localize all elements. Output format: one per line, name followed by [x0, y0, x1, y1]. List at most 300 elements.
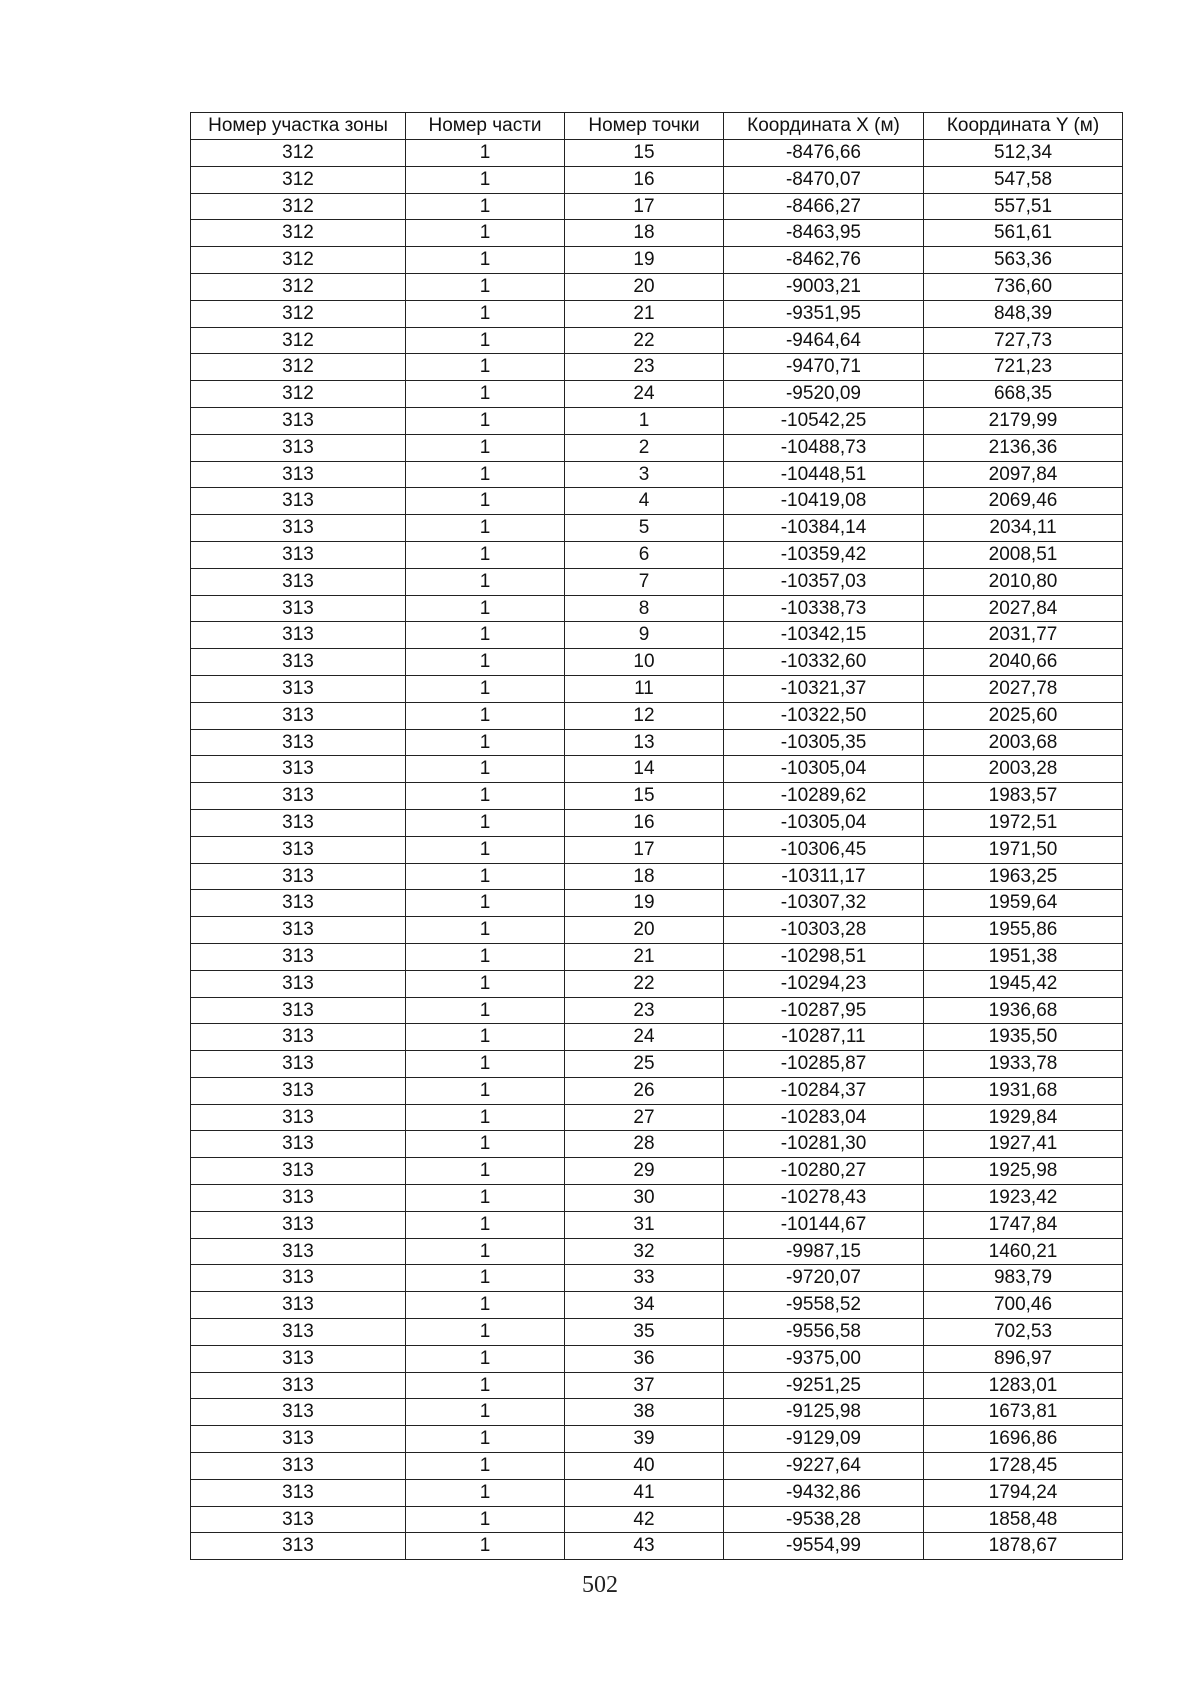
cell-point-number: 9 [565, 622, 724, 649]
cell-point-number: 18 [565, 220, 724, 247]
cell-coordinate-y: 700,46 [924, 1292, 1123, 1319]
cell-coordinate-x: -8462,76 [724, 247, 924, 274]
cell-coordinate-y: 702,53 [924, 1319, 1123, 1346]
header-part-number: Номер части [406, 113, 565, 140]
cell-part-number: 1 [406, 1238, 565, 1265]
cell-part-number: 1 [406, 756, 565, 783]
table-row [191, 863, 1123, 890]
cell-part-number: 1 [406, 1211, 565, 1238]
cell-coordinate-x: -9538,28 [724, 1506, 924, 1533]
cell-coordinate-x: -10280,27 [724, 1158, 924, 1185]
cell-coordinate-x: -9432,86 [724, 1479, 924, 1506]
header-row [191, 113, 1123, 140]
cell-zone-section-number: 313 [191, 836, 406, 863]
cell-zone-section-number: 313 [191, 702, 406, 729]
cell-zone-section-number: 313 [191, 515, 406, 542]
table-row [191, 354, 1123, 381]
cell-part-number: 1 [406, 247, 565, 274]
cell-point-number: 24 [565, 381, 724, 408]
cell-part-number: 1 [406, 1185, 565, 1212]
cell-coordinate-y: 557,51 [924, 193, 1123, 220]
cell-coordinate-x: -10332,60 [724, 649, 924, 676]
cell-coordinate-y: 2179,99 [924, 407, 1123, 434]
table-row [191, 1533, 1123, 1560]
cell-coordinate-y: 1955,86 [924, 917, 1123, 944]
cell-coordinate-x: -9470,71 [724, 354, 924, 381]
cell-coordinate-y: 2136,36 [924, 434, 1123, 461]
cell-coordinate-x: -10342,15 [724, 622, 924, 649]
table-body [191, 140, 1123, 1560]
cell-zone-section-number: 313 [191, 1453, 406, 1480]
cell-point-number: 4 [565, 488, 724, 515]
cell-zone-section-number: 313 [191, 1506, 406, 1533]
cell-coordinate-x: -10284,37 [724, 1077, 924, 1104]
cell-point-number: 37 [565, 1372, 724, 1399]
cell-part-number: 1 [406, 354, 565, 381]
cell-coordinate-y: 1728,45 [924, 1453, 1123, 1480]
cell-zone-section-number: 313 [191, 970, 406, 997]
cell-point-number: 39 [565, 1426, 724, 1453]
cell-zone-section-number: 313 [191, 568, 406, 595]
table-row [191, 140, 1123, 167]
cell-coordinate-x: -10384,14 [724, 515, 924, 542]
table-row [191, 1185, 1123, 1212]
cell-part-number: 1 [406, 595, 565, 622]
cell-part-number: 1 [406, 140, 565, 167]
cell-part-number: 1 [406, 1399, 565, 1426]
table-row [191, 622, 1123, 649]
cell-coordinate-y: 1931,68 [924, 1077, 1123, 1104]
page-number: 502 [582, 1572, 618, 1598]
cell-coordinate-x: -10338,73 [724, 595, 924, 622]
cell-zone-section-number: 313 [191, 943, 406, 970]
cell-coordinate-x: -10307,32 [724, 890, 924, 917]
coordinates-table [190, 112, 1123, 1560]
cell-point-number: 5 [565, 515, 724, 542]
cell-part-number: 1 [406, 193, 565, 220]
cell-part-number: 1 [406, 917, 565, 944]
cell-zone-section-number: 313 [191, 1131, 406, 1158]
cell-coordinate-x: -10305,35 [724, 729, 924, 756]
cell-coordinate-y: 1747,84 [924, 1211, 1123, 1238]
cell-part-number: 1 [406, 1506, 565, 1533]
table-row [191, 1158, 1123, 1185]
cell-part-number: 1 [406, 809, 565, 836]
cell-coordinate-y: 983,79 [924, 1265, 1123, 1292]
table-row [191, 568, 1123, 595]
cell-coordinate-y: 668,35 [924, 381, 1123, 408]
table-row [191, 1265, 1123, 1292]
cell-zone-section-number: 313 [191, 809, 406, 836]
cell-point-number: 23 [565, 354, 724, 381]
cell-coordinate-y: 1878,67 [924, 1533, 1123, 1560]
table-row [191, 1319, 1123, 1346]
cell-coordinate-x: -9520,09 [724, 381, 924, 408]
cell-part-number: 1 [406, 970, 565, 997]
cell-zone-section-number: 313 [191, 488, 406, 515]
cell-part-number: 1 [406, 783, 565, 810]
cell-coordinate-x: -10305,04 [724, 756, 924, 783]
cell-zone-section-number: 313 [191, 863, 406, 890]
cell-zone-section-number: 313 [191, 729, 406, 756]
cell-point-number: 17 [565, 836, 724, 863]
cell-part-number: 1 [406, 381, 565, 408]
cell-coordinate-y: 2025,60 [924, 702, 1123, 729]
table-row [191, 1292, 1123, 1319]
cell-zone-section-number: 312 [191, 327, 406, 354]
cell-coordinate-x: -9558,52 [724, 1292, 924, 1319]
cell-coordinate-x: -10283,04 [724, 1104, 924, 1131]
cell-coordinate-x: -10285,87 [724, 1051, 924, 1078]
cell-zone-section-number: 313 [191, 1211, 406, 1238]
table-row [191, 1372, 1123, 1399]
cell-coordinate-x: -10305,04 [724, 809, 924, 836]
cell-coordinate-y: 2027,78 [924, 675, 1123, 702]
cell-coordinate-y: 1936,68 [924, 997, 1123, 1024]
cell-point-number: 28 [565, 1131, 724, 1158]
table-row [191, 434, 1123, 461]
cell-coordinate-y: 1945,42 [924, 970, 1123, 997]
cell-part-number: 1 [406, 568, 565, 595]
cell-coordinate-y: 1963,25 [924, 863, 1123, 890]
cell-coordinate-x: -8470,07 [724, 166, 924, 193]
cell-point-number: 43 [565, 1533, 724, 1560]
cell-coordinate-y: 2010,80 [924, 568, 1123, 595]
cell-point-number: 32 [565, 1238, 724, 1265]
cell-zone-section-number: 313 [191, 1104, 406, 1131]
cell-coordinate-x: -10281,30 [724, 1131, 924, 1158]
cell-part-number: 1 [406, 1372, 565, 1399]
cell-point-number: 11 [565, 675, 724, 702]
cell-coordinate-y: 2097,84 [924, 461, 1123, 488]
table-row [191, 407, 1123, 434]
cell-point-number: 18 [565, 863, 724, 890]
cell-zone-section-number: 313 [191, 1238, 406, 1265]
cell-zone-section-number: 312 [191, 193, 406, 220]
cell-zone-section-number: 313 [191, 890, 406, 917]
table-row [191, 675, 1123, 702]
cell-point-number: 42 [565, 1506, 724, 1533]
cell-point-number: 33 [565, 1265, 724, 1292]
cell-coordinate-y: 1929,84 [924, 1104, 1123, 1131]
cell-point-number: 40 [565, 1453, 724, 1480]
cell-zone-section-number: 312 [191, 354, 406, 381]
cell-coordinate-x: -9720,07 [724, 1265, 924, 1292]
cell-zone-section-number: 313 [191, 622, 406, 649]
cell-point-number: 22 [565, 327, 724, 354]
cell-coordinate-y: 547,58 [924, 166, 1123, 193]
cell-part-number: 1 [406, 434, 565, 461]
cell-part-number: 1 [406, 1533, 565, 1560]
cell-part-number: 1 [406, 836, 565, 863]
cell-coordinate-x: -10144,67 [724, 1211, 924, 1238]
cell-coordinate-y: 736,60 [924, 273, 1123, 300]
cell-coordinate-x: -9003,21 [724, 273, 924, 300]
cell-part-number: 1 [406, 515, 565, 542]
cell-part-number: 1 [406, 327, 565, 354]
cell-part-number: 1 [406, 1292, 565, 1319]
cell-part-number: 1 [406, 890, 565, 917]
cell-coordinate-y: 721,23 [924, 354, 1123, 381]
cell-part-number: 1 [406, 622, 565, 649]
cell-part-number: 1 [406, 1319, 565, 1346]
cell-coordinate-y: 2034,11 [924, 515, 1123, 542]
cell-zone-section-number: 313 [191, 1426, 406, 1453]
table-row [191, 729, 1123, 756]
table-row [191, 809, 1123, 836]
header-point-number: Номер точки [565, 113, 724, 140]
cell-zone-section-number: 312 [191, 273, 406, 300]
cell-zone-section-number: 313 [191, 407, 406, 434]
table-row [191, 515, 1123, 542]
cell-coordinate-x: -10321,37 [724, 675, 924, 702]
cell-coordinate-x: -8476,66 [724, 140, 924, 167]
cell-coordinate-y: 1696,86 [924, 1426, 1123, 1453]
cell-point-number: 24 [565, 1024, 724, 1051]
cell-coordinate-y: 1283,01 [924, 1372, 1123, 1399]
cell-coordinate-y: 1933,78 [924, 1051, 1123, 1078]
table-row [191, 193, 1123, 220]
cell-part-number: 1 [406, 1265, 565, 1292]
table-row [191, 1131, 1123, 1158]
table-row [191, 1506, 1123, 1533]
cell-point-number: 15 [565, 140, 724, 167]
table-row [191, 220, 1123, 247]
table-row [191, 970, 1123, 997]
cell-coordinate-y: 1927,41 [924, 1131, 1123, 1158]
table-row [191, 1479, 1123, 1506]
cell-point-number: 17 [565, 193, 724, 220]
cell-coordinate-y: 1935,50 [924, 1024, 1123, 1051]
cell-point-number: 19 [565, 247, 724, 274]
cell-point-number: 26 [565, 1077, 724, 1104]
table-row [191, 836, 1123, 863]
cell-coordinate-y: 563,36 [924, 247, 1123, 274]
cell-coordinate-y: 1794,24 [924, 1479, 1123, 1506]
cell-zone-section-number: 313 [191, 756, 406, 783]
cell-coordinate-x: -10542,25 [724, 407, 924, 434]
cell-point-number: 30 [565, 1185, 724, 1212]
cell-point-number: 19 [565, 890, 724, 917]
cell-zone-section-number: 312 [191, 381, 406, 408]
cell-coordinate-x: -10419,08 [724, 488, 924, 515]
cell-coordinate-y: 1925,98 [924, 1158, 1123, 1185]
cell-point-number: 29 [565, 1158, 724, 1185]
cell-point-number: 21 [565, 300, 724, 327]
table-row [191, 917, 1123, 944]
cell-point-number: 6 [565, 541, 724, 568]
table-row [191, 890, 1123, 917]
cell-point-number: 41 [565, 1479, 724, 1506]
cell-coordinate-x: -10359,42 [724, 541, 924, 568]
table-row [191, 595, 1123, 622]
cell-point-number: 2 [565, 434, 724, 461]
cell-point-number: 12 [565, 702, 724, 729]
cell-coordinate-y: 2003,68 [924, 729, 1123, 756]
cell-coordinate-x: -9554,99 [724, 1533, 924, 1560]
table-header [191, 113, 1123, 140]
cell-part-number: 1 [406, 488, 565, 515]
cell-coordinate-x: -10448,51 [724, 461, 924, 488]
cell-coordinate-x: -10289,62 [724, 783, 924, 810]
cell-point-number: 22 [565, 970, 724, 997]
cell-part-number: 1 [406, 675, 565, 702]
table-row [191, 783, 1123, 810]
cell-part-number: 1 [406, 1453, 565, 1480]
cell-coordinate-x: -9351,95 [724, 300, 924, 327]
table-row [191, 1238, 1123, 1265]
cell-coordinate-y: 2069,46 [924, 488, 1123, 515]
cell-part-number: 1 [406, 407, 565, 434]
cell-coordinate-x: -10287,11 [724, 1024, 924, 1051]
cell-zone-section-number: 313 [191, 1479, 406, 1506]
cell-coordinate-y: 2031,77 [924, 622, 1123, 649]
header-zone-section-number: Номер участка зоны [191, 113, 406, 140]
cell-coordinate-y: 512,34 [924, 140, 1123, 167]
cell-coordinate-x: -10322,50 [724, 702, 924, 729]
cell-coordinate-y: 1951,38 [924, 943, 1123, 970]
cell-part-number: 1 [406, 702, 565, 729]
cell-part-number: 1 [406, 1024, 565, 1051]
cell-zone-section-number: 313 [191, 917, 406, 944]
cell-zone-section-number: 313 [191, 541, 406, 568]
cell-coordinate-x: -9129,09 [724, 1426, 924, 1453]
cell-coordinate-x: -10287,95 [724, 997, 924, 1024]
cell-coordinate-x: -10311,17 [724, 863, 924, 890]
header-coordinate-x: Координата X (м) [724, 113, 924, 140]
cell-point-number: 15 [565, 783, 724, 810]
cell-point-number: 1 [565, 407, 724, 434]
cell-coordinate-x: -9227,64 [724, 1453, 924, 1480]
cell-point-number: 21 [565, 943, 724, 970]
cell-zone-section-number: 313 [191, 675, 406, 702]
cell-coordinate-x: -9987,15 [724, 1238, 924, 1265]
cell-coordinate-y: 1923,42 [924, 1185, 1123, 1212]
cell-coordinate-y: 848,39 [924, 300, 1123, 327]
table-row [191, 327, 1123, 354]
table-row [191, 488, 1123, 515]
cell-part-number: 1 [406, 997, 565, 1024]
cell-zone-section-number: 312 [191, 220, 406, 247]
cell-part-number: 1 [406, 1158, 565, 1185]
cell-point-number: 36 [565, 1345, 724, 1372]
table-row [191, 1104, 1123, 1131]
cell-point-number: 23 [565, 997, 724, 1024]
cell-coordinate-x: -10294,23 [724, 970, 924, 997]
cell-point-number: 35 [565, 1319, 724, 1346]
cell-coordinate-x: -10306,45 [724, 836, 924, 863]
cell-coordinate-y: 1983,57 [924, 783, 1123, 810]
cell-coordinate-y: 2008,51 [924, 541, 1123, 568]
cell-point-number: 38 [565, 1399, 724, 1426]
cell-coordinate-y: 1673,81 [924, 1399, 1123, 1426]
cell-zone-section-number: 313 [191, 1051, 406, 1078]
cell-zone-section-number: 313 [191, 1533, 406, 1560]
header-coordinate-y: Координата Y (м) [924, 113, 1123, 140]
cell-coordinate-y: 2040,66 [924, 649, 1123, 676]
cell-coordinate-y: 727,73 [924, 327, 1123, 354]
cell-coordinate-x: -9464,64 [724, 327, 924, 354]
cell-part-number: 1 [406, 541, 565, 568]
cell-part-number: 1 [406, 943, 565, 970]
cell-part-number: 1 [406, 1479, 565, 1506]
cell-coordinate-x: -9556,58 [724, 1319, 924, 1346]
cell-zone-section-number: 313 [191, 595, 406, 622]
table-row [191, 1426, 1123, 1453]
cell-coordinate-x: -8463,95 [724, 220, 924, 247]
cell-point-number: 20 [565, 273, 724, 300]
table-row [191, 166, 1123, 193]
table-row [191, 943, 1123, 970]
cell-point-number: 16 [565, 166, 724, 193]
cell-coordinate-y: 1971,50 [924, 836, 1123, 863]
cell-zone-section-number: 312 [191, 247, 406, 274]
cell-zone-section-number: 312 [191, 300, 406, 327]
cell-part-number: 1 [406, 863, 565, 890]
cell-coordinate-y: 1972,51 [924, 809, 1123, 836]
cell-zone-section-number: 313 [191, 1077, 406, 1104]
cell-coordinate-x: -8466,27 [724, 193, 924, 220]
cell-zone-section-number: 313 [191, 1158, 406, 1185]
cell-part-number: 1 [406, 1104, 565, 1131]
cell-part-number: 1 [406, 461, 565, 488]
cell-part-number: 1 [406, 729, 565, 756]
cell-part-number: 1 [406, 1131, 565, 1158]
cell-coordinate-y: 561,61 [924, 220, 1123, 247]
cell-zone-section-number: 313 [191, 783, 406, 810]
table-row [191, 1399, 1123, 1426]
cell-zone-section-number: 313 [191, 1292, 406, 1319]
cell-zone-section-number: 313 [191, 1399, 406, 1426]
cell-coordinate-y: 896,97 [924, 1345, 1123, 1372]
cell-coordinate-x: -10298,51 [724, 943, 924, 970]
table-row [191, 1024, 1123, 1051]
table-row [191, 381, 1123, 408]
table-row [191, 300, 1123, 327]
cell-part-number: 1 [406, 220, 565, 247]
cell-part-number: 1 [406, 1345, 565, 1372]
table-row [191, 1211, 1123, 1238]
cell-point-number: 16 [565, 809, 724, 836]
table-row [191, 461, 1123, 488]
cell-part-number: 1 [406, 273, 565, 300]
cell-zone-section-number: 313 [191, 1265, 406, 1292]
cell-coordinate-x: -9375,00 [724, 1345, 924, 1372]
cell-zone-section-number: 313 [191, 1372, 406, 1399]
cell-coordinate-x: -10278,43 [724, 1185, 924, 1212]
table-row [191, 1051, 1123, 1078]
table-row [191, 541, 1123, 568]
table-row [191, 1345, 1123, 1372]
cell-coordinate-y: 2003,28 [924, 756, 1123, 783]
cell-zone-section-number: 313 [191, 434, 406, 461]
cell-part-number: 1 [406, 1051, 565, 1078]
cell-part-number: 1 [406, 166, 565, 193]
cell-part-number: 1 [406, 300, 565, 327]
table-row [191, 702, 1123, 729]
cell-point-number: 25 [565, 1051, 724, 1078]
cell-point-number: 10 [565, 649, 724, 676]
cell-zone-section-number: 313 [191, 1185, 406, 1212]
cell-zone-section-number: 313 [191, 1024, 406, 1051]
cell-point-number: 8 [565, 595, 724, 622]
cell-coordinate-y: 2027,84 [924, 595, 1123, 622]
table-row [191, 273, 1123, 300]
table-row [191, 1453, 1123, 1480]
cell-zone-section-number: 313 [191, 461, 406, 488]
cell-coordinate-x: -9125,98 [724, 1399, 924, 1426]
table-row [191, 247, 1123, 274]
